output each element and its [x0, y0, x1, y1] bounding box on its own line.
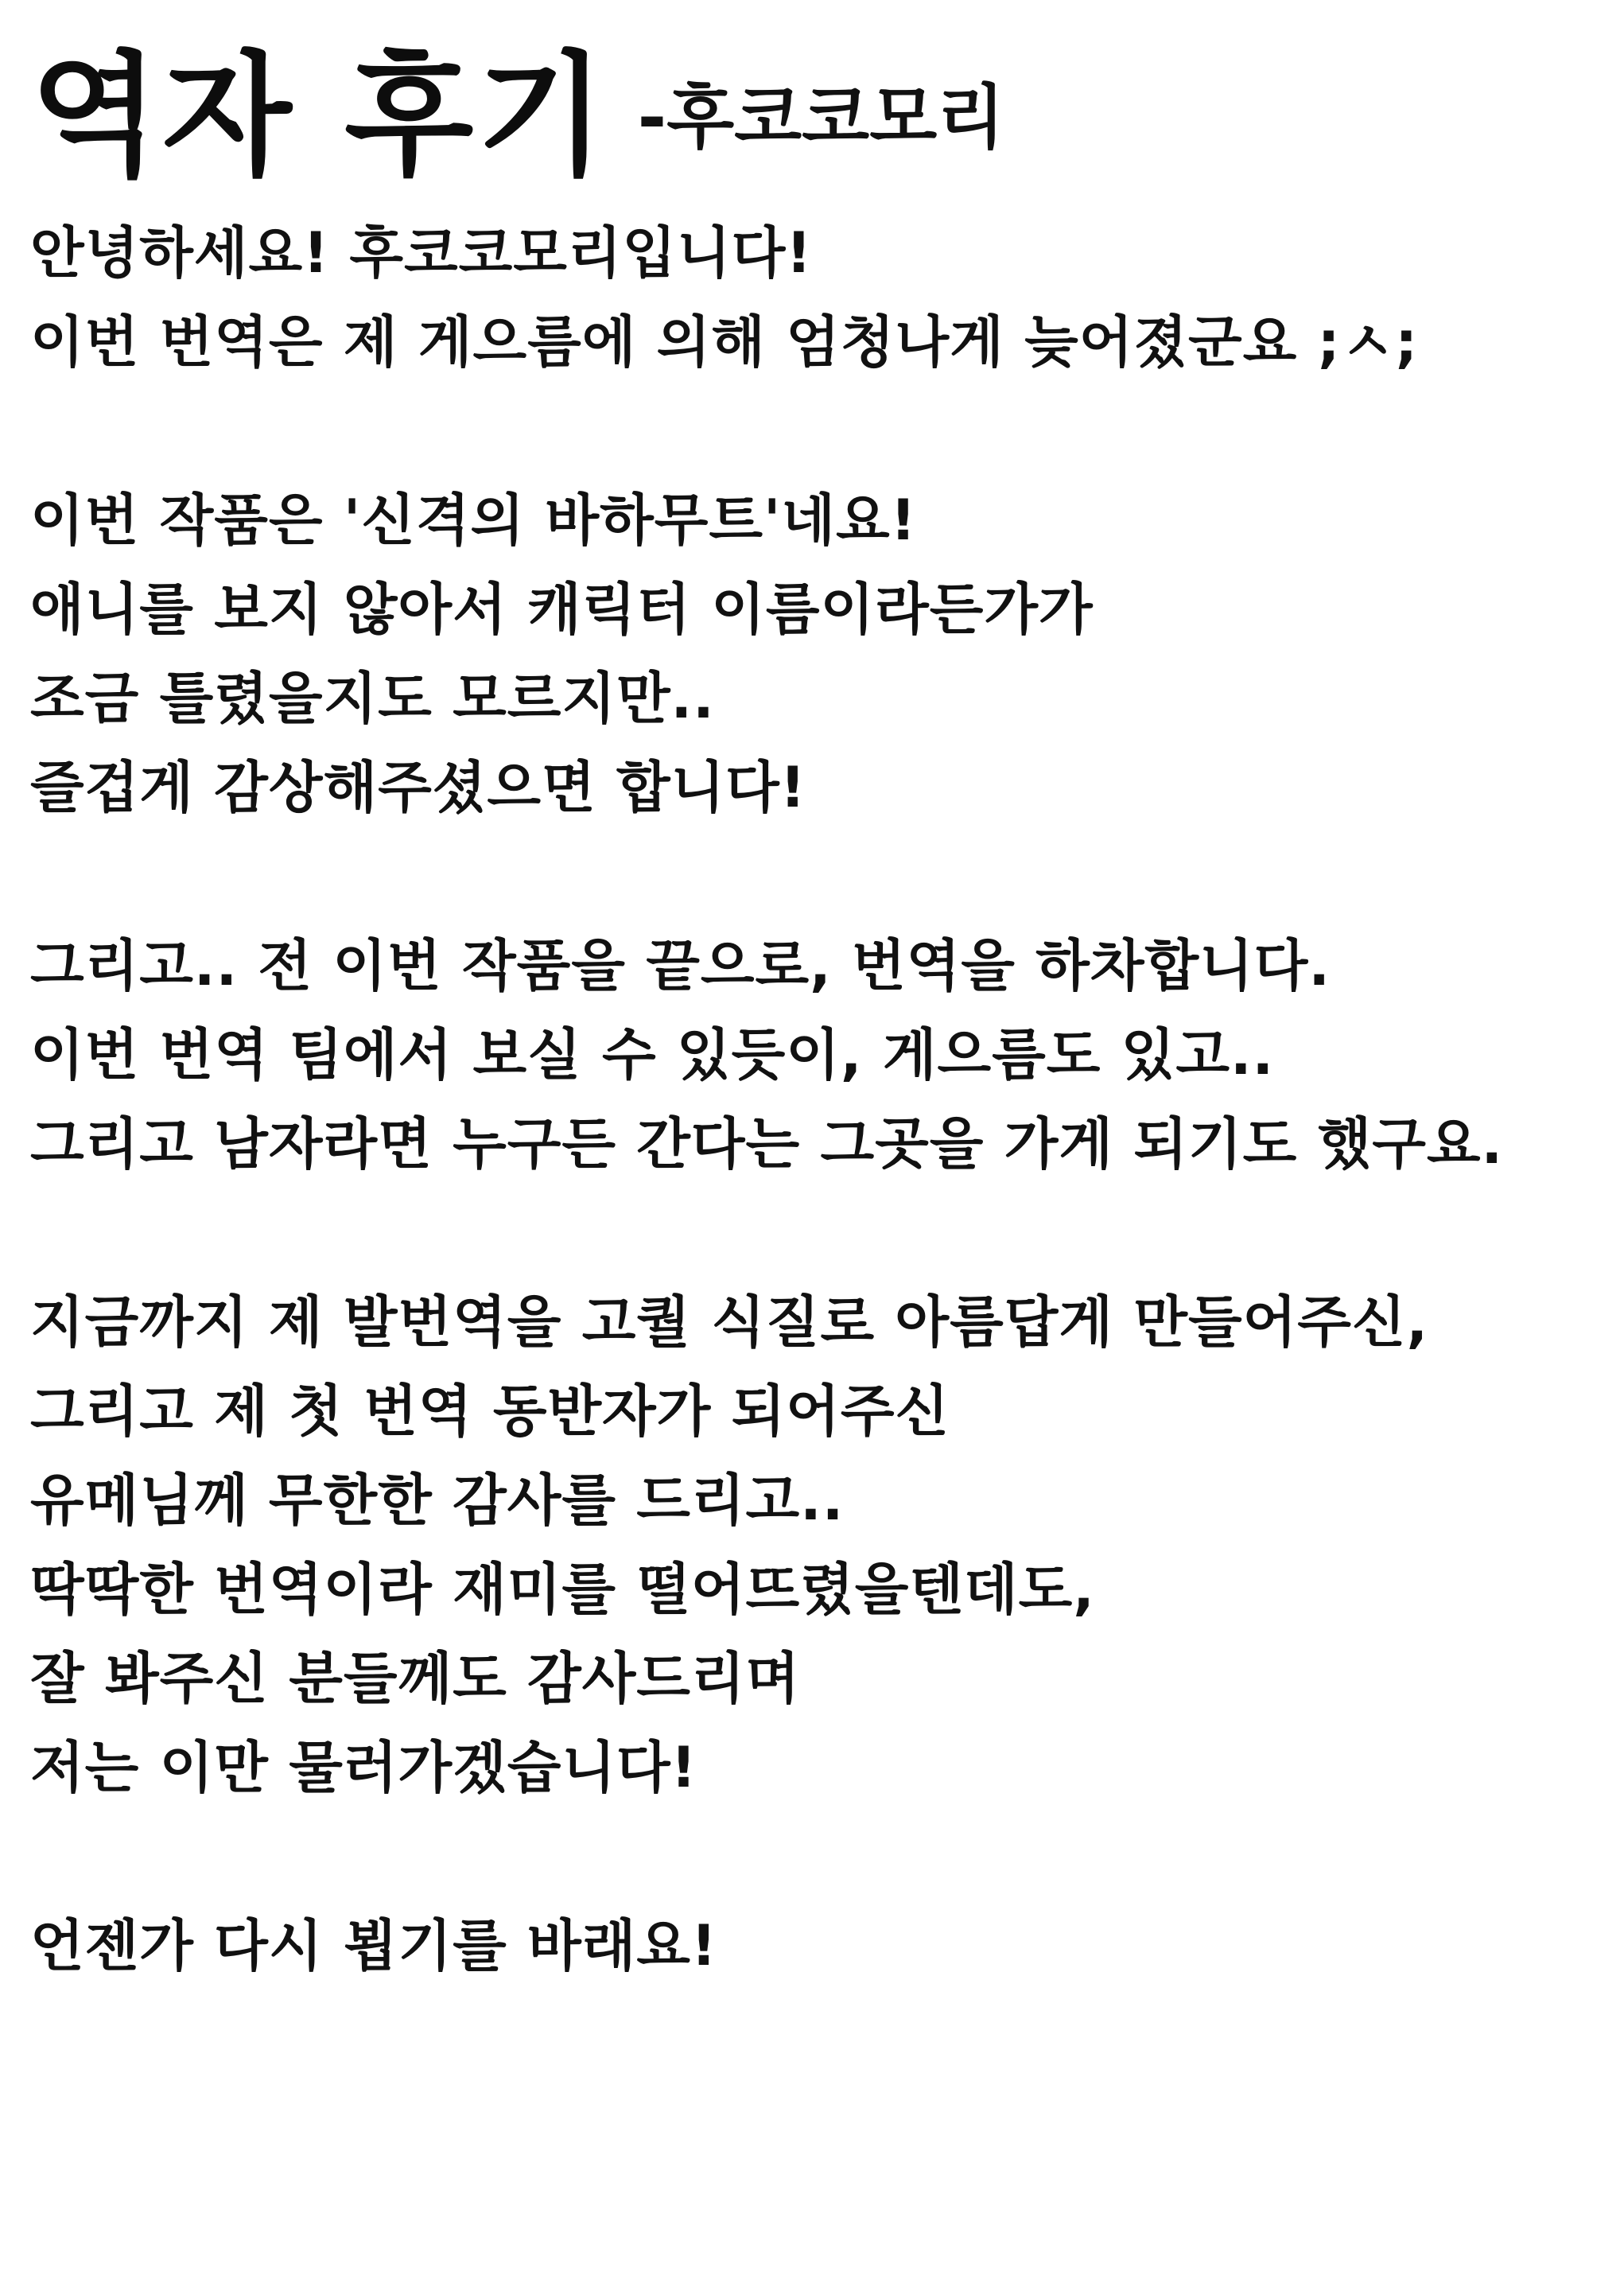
text-line: 안녕하세요! 후코코모리입니다!	[30, 220, 813, 286]
header	[30, 32, 1589, 199]
text-line: 유메님께 무한한 감사를 드리고..	[30, 1468, 845, 1533]
text-line: 저는 이만 물러가겠습니다!	[30, 1735, 697, 1800]
paragraph-closing	[30, 1901, 1601, 1990]
paragraph-thanks	[30, 1278, 1601, 1812]
text-line: 잘 봐주신 분들께도 감사드리며	[30, 1646, 801, 1711]
author-signature: -후코코모리	[637, 76, 1005, 158]
text-line: 그리고.. 전 이번 작품을 끝으로, 번역을 하차합니다.	[30, 933, 1331, 998]
text-line: 애니를 보지 않아서 캐릭터 이름이라든가가	[30, 577, 1094, 642]
text-line: 이번 번역은 제 게으름에 의해 엄청나게 늦어졌군요 ;ㅅ;	[30, 309, 1419, 375]
text-line: 그리고 제 첫 번역 동반자가 되어주신	[30, 1379, 950, 1444]
paragraph-work	[30, 476, 1601, 832]
text-line: 지금까지 제 발번역을 고퀄 식질로 아름답게 만들어주신,	[30, 1289, 1429, 1355]
text-line: 조금 틀렸을지도 모르지만..	[30, 666, 715, 731]
text-line: 즐겁게 감상해주셨으면 합니다!	[30, 755, 806, 820]
paragraph-farewell	[30, 921, 1601, 1188]
paragraph-greeting	[30, 208, 1601, 387]
text-line: 이번 작품은 '신격의 바하무트'네요!	[30, 488, 917, 553]
text-line: 딱딱한 번역이라 재미를 떨어뜨렸을텐데도,	[30, 1557, 1095, 1622]
text-line: 이번 번역 팀에서 보실 수 있듯이, 게으름도 있고..	[30, 1022, 1275, 1087]
text-line: 언젠가 다시 뵙기를 바래요!	[30, 1913, 717, 1978]
page-title: 역자 후기	[30, 37, 609, 194]
afterword-body	[30, 208, 1601, 2079]
text-line: 그리고 남자라면 누구든 간다는 그곳을 가게 되기도 했구요.	[30, 1111, 1504, 1177]
